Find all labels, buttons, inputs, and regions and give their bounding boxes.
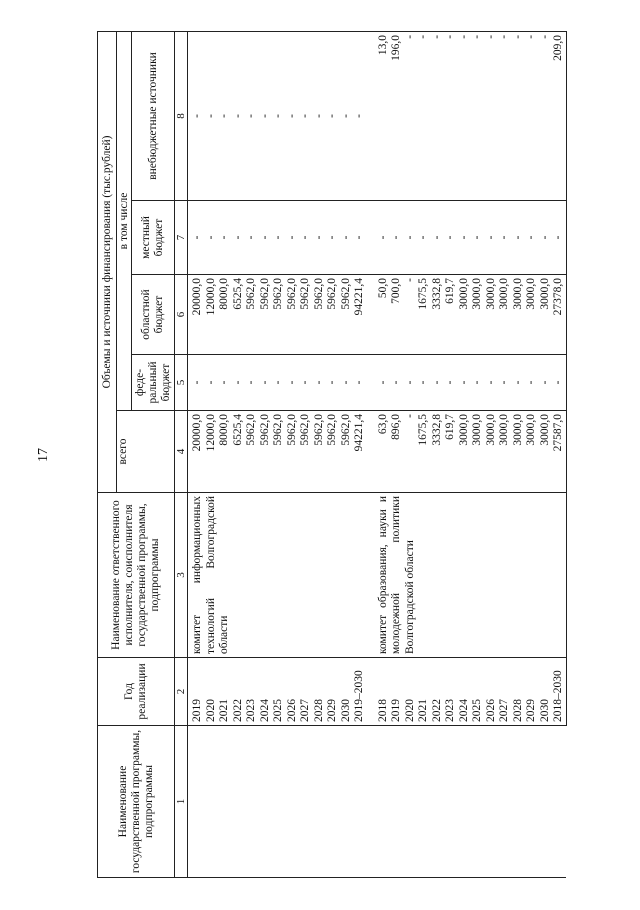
header-regional: областной бюджет	[132, 275, 175, 355]
federal-cell: - - - - - - - - - - - - -	[188, 355, 375, 411]
column-number: 5	[175, 355, 188, 411]
total-cell: 20000,0 12000,0 8000,0 6525,4 5962,0 5962,0 5962,0 5962,0 5962,0 5962,0 5962,0 5962,0 94221,4	[188, 411, 375, 493]
program-name-cell	[188, 726, 567, 878]
header-year: Год реализации	[98, 658, 175, 726]
column-number: 3	[175, 493, 188, 658]
column-number: 8	[175, 31, 188, 200]
federal-cell: - - - - - - - - - - - - - -	[375, 355, 567, 411]
extrabudgetary-cell: - - - - - - - - - - - - -	[188, 31, 375, 200]
extrabudgetary-cell: 13,0 196,0 - - - - - - - - - - - 209,0	[375, 31, 567, 200]
year-cell: 2018 2019 2020 2021 2022 2023 2024 2025 2026 2027 2028 2029 2030 2018–2030	[375, 658, 567, 726]
year-cell: 2019 2020 2021 2022 2023 2024 2025 2026 2027 2028 2029 2030 2019–2030	[188, 658, 375, 726]
header-total: всего	[117, 411, 175, 493]
header-program-name: Наименование государственной программы, подпрограммы	[98, 726, 175, 878]
total-cell: 63,0 896,0 - 1675,5 3332,8 619,7 3000,0 3000,0 3000,0 3000,0 3000,0 3000,0 3000,0 27587,0	[375, 411, 567, 493]
local-cell: - - - - - - - - - - - - -	[188, 201, 375, 275]
header-local: местный бюджет	[132, 201, 175, 275]
column-number: 4	[175, 411, 188, 493]
financing-table	[97, 31, 567, 878]
executor-cell: комитет образования, науки и молодежной политики Волгоградской области	[375, 493, 567, 658]
header-federal: феде-ральный бюджет	[132, 355, 175, 411]
column-number: 1	[175, 726, 188, 878]
header-extrabudgetary: внебюджетные источники	[132, 31, 175, 200]
header-including: в том числе	[117, 31, 132, 410]
column-number: 6	[175, 275, 188, 355]
table-row	[188, 31, 375, 877]
header-row-1	[98, 31, 117, 877]
rotated-page	[97, 32, 617, 878]
regional-cell: 50,0 700,0 - 1675,5 3332,8 619,7 3000,0 3000,0 3000,0 3000,0 3000,0 3000,0 3000,0 27378,0	[375, 275, 567, 355]
header-financing: Объемы и источники финансирования (тыс.рублей)	[98, 31, 117, 492]
executor-cell: комитет информационных технологий Волгоградской области	[188, 493, 375, 658]
column-number: 7	[175, 201, 188, 275]
column-number: 2	[175, 658, 188, 726]
local-cell: - - - - - - - - - - - - - -	[375, 201, 567, 275]
header-executor: Наименование ответственного исполнителя, соисполнителя государственной программы, подпрограммы	[98, 493, 175, 658]
column-number-row	[175, 31, 188, 877]
regional-cell: 20000,0 12000,0 8000,0 6525,4 5962,0 5962,0 5962,0 5962,0 5962,0 5962,0 5962,0 5962,0 94221,4	[188, 275, 375, 355]
page-number: 17	[36, 448, 51, 462]
